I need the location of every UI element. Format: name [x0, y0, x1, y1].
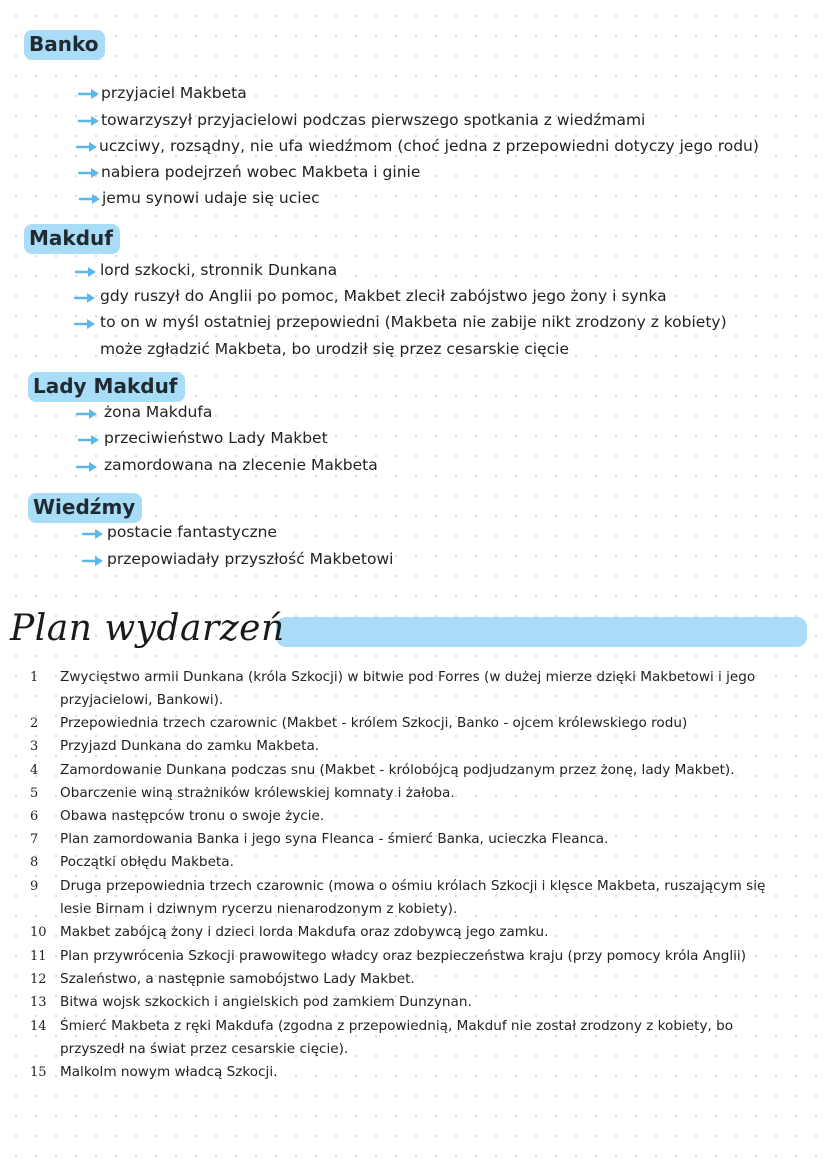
makduf-item-continuation: może zgładzić Makbeta, bo urodził się przez cesarskie cięcie — [100, 340, 569, 358]
arrow-icon — [78, 88, 100, 100]
event-number: 10 — [30, 925, 47, 940]
arrow-icon — [76, 461, 98, 473]
wiedzmy-item: przepowiadały przyszłość Makbetowi — [107, 550, 394, 568]
event-text: Malkolm nowym władcą Szkocji. — [60, 1064, 278, 1080]
event-text: Szaleństwo, a następnie samobójstwo Lady Makbet. — [60, 971, 415, 987]
arrow-icon — [79, 193, 101, 205]
event-text: Bitwa wojsk szkockich i angielskich pod zamkiem Dunzynan. — [60, 994, 472, 1010]
event-text: Zwycięstwo armii Dunkana (króla Szkocji) w bitwie pod Forres (w dużej mierze dzięki Makbetowi i jego — [60, 669, 756, 685]
arrow-icon — [82, 555, 104, 567]
arrow-icon — [78, 115, 100, 127]
lady-makduf-item: żona Makdufa — [104, 403, 213, 421]
event-text: Początki obłędu Makbeta. — [60, 854, 234, 870]
arrow-icon — [76, 141, 98, 153]
event-number: 4 — [30, 763, 39, 778]
makduf-item: to on w myśl ostatniej przepowiedni (Makbeta nie zabije nikt zrodzony z kobiety) — [100, 313, 727, 331]
banko-item: towarzyszył przyjacielowi podczas pierwszego spotkania z wiedźmami — [101, 111, 646, 129]
event-text: Obawa następców tronu o swoje życie. — [60, 808, 325, 824]
banko-item: jemu synowi udaje się uciec — [102, 189, 320, 207]
makduf-item: gdy ruszył do Anglii po pomoc, Makbet zlecił zabójstwo jego żony i synka — [100, 287, 667, 305]
heading-wiedzmy: Wiedźmy — [28, 493, 142, 523]
banko-item: uczciwy, rozsądny, nie ufa wiedźmom (choć jedna z przepowiedni dotyczy jego rodu) — [99, 137, 759, 155]
event-number: 12 — [30, 972, 47, 987]
plan-title: Plan wydarzeń — [10, 608, 285, 649]
event-text: Plan przywrócenia Szkocji prawowitego władcy oraz bezpieczeństwa kraju (przy pomocy króla Anglii) — [60, 948, 746, 964]
lady-makduf-item: przeciwieństwo Lady Makbet — [104, 429, 328, 447]
event-text: Makbet zabójcą żony i dzieci lorda Makdufa oraz zdobywcą jego zamku. — [60, 924, 549, 940]
event-number: 9 — [30, 879, 39, 894]
event-text: Przyjazd Dunkana do zamku Makbeta. — [60, 738, 320, 754]
heading-makduf: Makduf — [24, 224, 120, 254]
event-number: 6 — [30, 809, 39, 824]
event-number: 7 — [30, 832, 39, 847]
event-text: Druga przepowiednia trzech czarownic (mowa o ośmiu królach Szkocji i klęsce Makbeta, ruszającym się — [60, 878, 766, 894]
event-text-continuation: lesie Birnam i dziwnym rycerzu nienarodzonym z kobiety). — [60, 901, 458, 917]
arrow-icon — [74, 318, 96, 330]
title-highlight-bar — [276, 617, 807, 647]
event-number: 13 — [30, 995, 47, 1010]
event-number: 5 — [30, 786, 39, 801]
arrow-icon — [76, 408, 98, 420]
event-number: 11 — [30, 949, 47, 964]
arrow-icon — [78, 434, 100, 446]
wiedzmy-item: postacie fantastyczne — [107, 523, 277, 541]
event-number: 1 — [30, 670, 39, 685]
makduf-item: lord szkocki, stronnik Dunkana — [100, 261, 338, 279]
event-text: Przepowiednia trzech czarownic (Makbet - królem Szkocji, Banko - ojcem królewskiego rodu) — [60, 715, 688, 731]
banko-item: nabiera podejrzeń wobec Makbeta i ginie — [101, 163, 421, 181]
event-text-continuation: przyszedł na świat przez cesarskie cięcie). — [60, 1041, 349, 1057]
event-number: 3 — [30, 739, 39, 754]
heading-lady-makduf: Lady Makduf — [28, 372, 185, 402]
arrow-icon — [75, 266, 97, 278]
heading-banko: Banko — [24, 30, 105, 60]
event-text: Śmierć Makbeta z ręki Makdufa (zgodna z przepowiednią, Makduf nie został zrodzony z kobiety, bo — [60, 1018, 734, 1034]
event-number: 14 — [30, 1019, 47, 1034]
arrow-icon — [74, 292, 96, 304]
event-text: Plan zamordowania Banka i jego syna Fleanca - śmierć Banka, ucieczka Fleanca. — [60, 831, 609, 847]
banko-item: przyjaciel Makbeta — [101, 84, 247, 102]
event-number: 15 — [30, 1065, 47, 1080]
arrow-icon — [78, 167, 100, 179]
event-number: 8 — [30, 855, 39, 870]
arrow-icon — [82, 528, 104, 540]
event-text-continuation: przyjacielowi, Bankowi). — [60, 692, 224, 708]
event-text: Zamordowanie Dunkana podczas snu (Makbet - królobójcą podjudzanym przez żonę, lady Makbet). — [60, 762, 735, 778]
event-number: 2 — [30, 716, 39, 731]
event-text: Obarczenie winą strażników królewskiej komnaty i żałoba. — [60, 785, 455, 801]
lady-makduf-item: zamordowana na zlecenie Makbeta — [104, 456, 378, 474]
